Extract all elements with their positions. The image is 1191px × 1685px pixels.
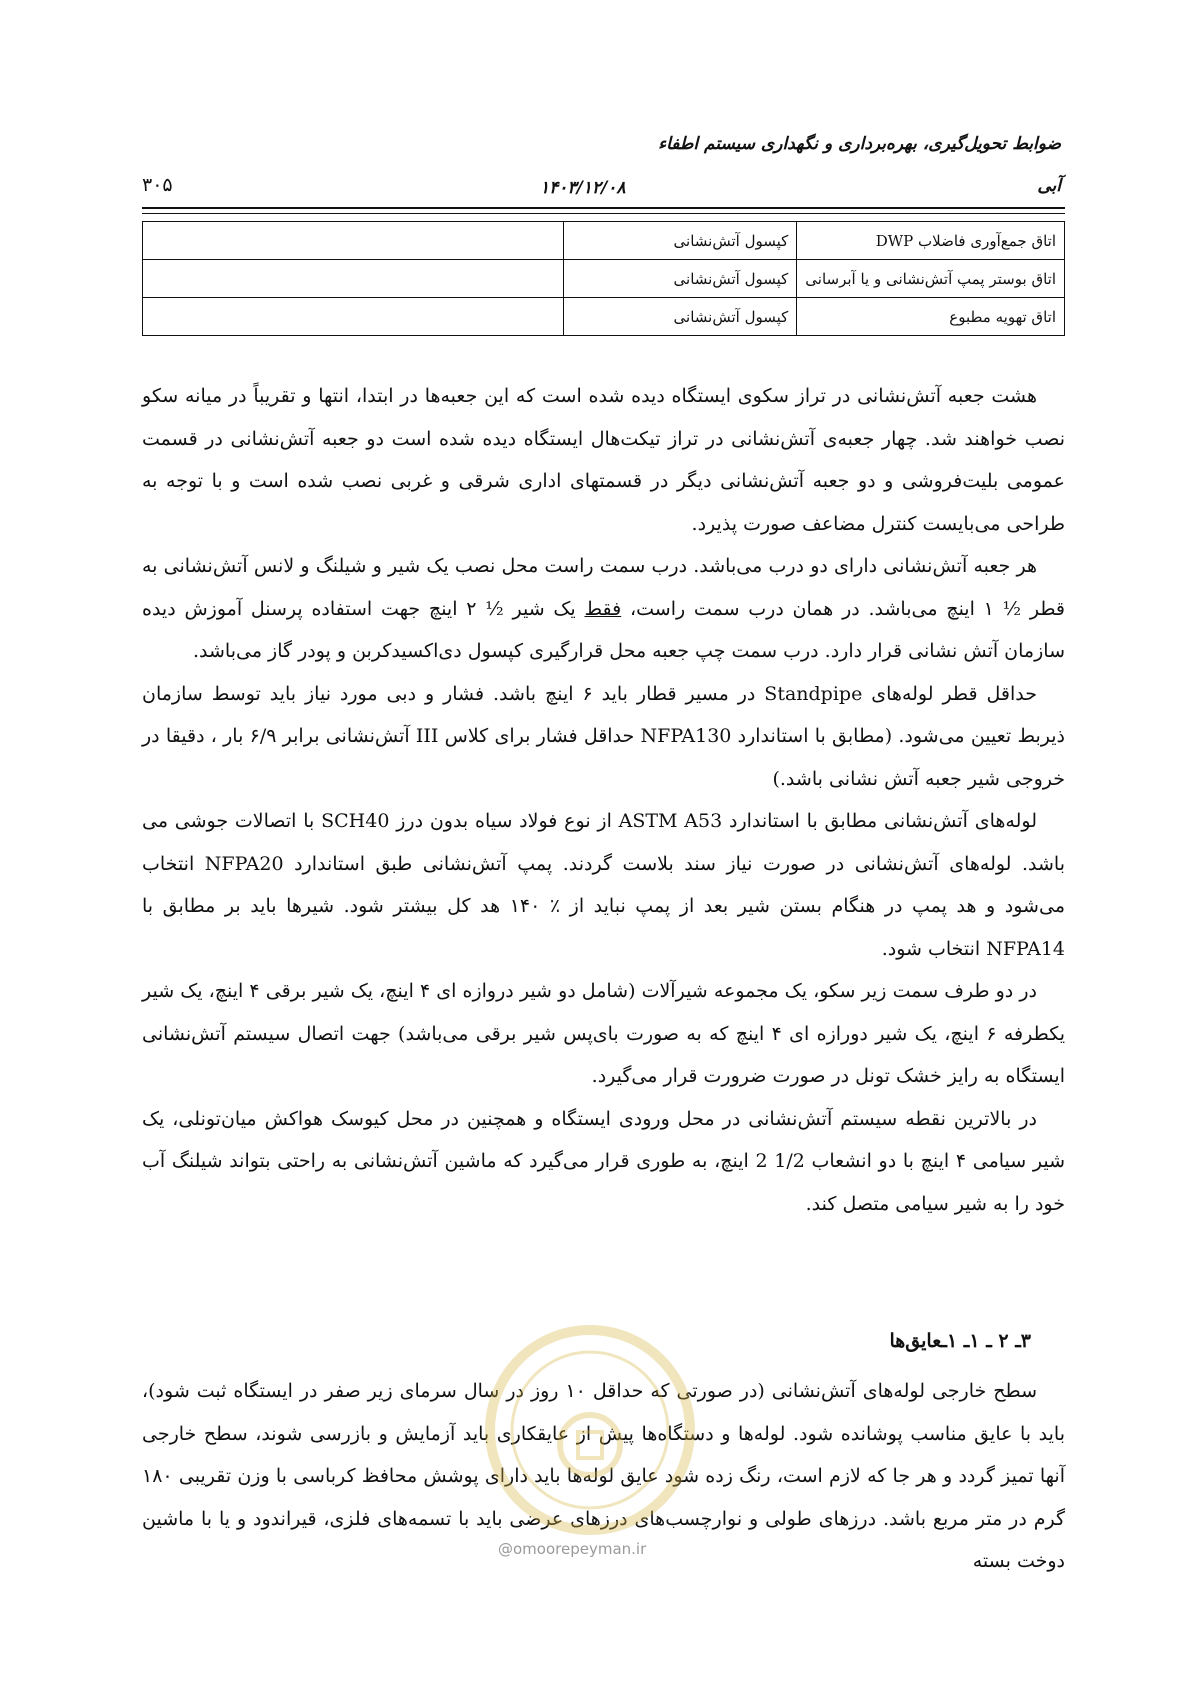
running-header-title: ضوابط تحویل‌گیری، بهره‌برداری و نگهداری سیستم اطفاء [658, 134, 1061, 154]
paragraph-valve-set: در دو طرف سمت زیر سکو، یک مجموعه شیرآلات (شامل دو شیر دروازه ای ۴ اینچ، یک شیر برقی ۴ اینچ، یک شیر یکطرفه ۶ اینچ، یک شیر دورازه ای ۴ اینچ که به صورت بای‌پس شیر برقی می‌باشد) جهت اتصال سیستم آتش‌نشانی ایستگاه به رایز خشک تونل در صورت ضرورت قرار می‌گیرد. [142, 980, 1065, 1087]
watermark-logo [480, 1320, 700, 1540]
table-row [143, 298, 1065, 336]
table-row [143, 222, 1065, 260]
body-text [142, 375, 1065, 1225]
table-cell-room: اتاق تهویه مطبوع [797, 298, 1065, 336]
paragraph-text: یک شیر ½ ۲ اینچ جهت استفاده پرسنل آموزش دیده سازمان آتش نشانی قرار دارد. درب سمت چپ جعبه محل قرارگیری کپسول دی‌اکسیدکربن و پودر گاز می‌باشد. [142, 597, 1065, 662]
table-cell-equipment: کپسول آتش‌نشانی [564, 298, 797, 336]
running-header-subtitle: آبی [1037, 176, 1061, 196]
table-cell-equipment: کپسول آتش‌نشانی [564, 222, 797, 260]
watermark-url: @omoorepeyman.ir [498, 1540, 647, 1558]
header-rule-thin [142, 213, 1065, 214]
paragraph-standpipe: حداقل قطر لوله‌های Standpipe در مسیر قطار باید ۶ اینچ باشد. فشار و دبی مورد نیاز باید توسط سازمان ذیربط تعیین می‌شود. (مطابق با استاندارد NFPA130 حداقل فشار برای کلاس III آتش‌نشانی برابر ۶/۹ بار ، دقیقا در خروجی شیر جعبه آتش نشانی باشد.) [142, 682, 1066, 790]
table-cell-room: اتاق جمع‌آوری فاضلاب DWP [797, 222, 1065, 260]
table-cell-room: اتاق بوستر پمپ آتش‌نشانی و یا آبرسانی [797, 260, 1065, 298]
header-rule-thick [142, 207, 1065, 209]
paragraph-siamese-valve: در بالاترین نقطه سیستم آتش‌نشانی در محل ورودی ایستگاه و همچنین در محل کیوسک هواکش میان‌تونلی، یک شیر سیامی ۴ اینچ با دو انشعاب 1/2 2 اینچ، به طوری قرار می‌گیرد که ماشین آتش‌نشانی به راحتی بتواند شیلنگ آب خود را به شیر سیامی متصل کند. [142, 1107, 1066, 1215]
page-number: ۳۰۵ [142, 174, 173, 196]
table-row [143, 260, 1065, 298]
paragraph-box-doors [142, 545, 1065, 673]
table-cell-equipment: کپسول آتش‌نشانی [564, 260, 797, 298]
header-date: ۱۴۰۳/۱۲/۰۸ [540, 178, 626, 198]
table-cell-note [143, 222, 564, 260]
equipment-table [142, 221, 1065, 336]
section-heading: ۳ـ ۲ ـ ۱ـ ۱ـعایق‌ها [889, 1330, 1031, 1352]
table-cell-note [143, 298, 564, 336]
table-cell-note [143, 260, 564, 298]
paragraph-text: هر جعبه آتش‌نشانی دارای دو درب می‌باشد. درب سمت راست محل نصب یک شیر و شیلنگ و لانس آتش‌نشانی به قطر ½ ۱ اینچ می‌باشد. در همان درب سمت راست، [142, 555, 1065, 620]
paragraph-pipes-standard: لوله‌های آتش‌نشانی مطابق با استاندارد ASTM A53 از نوع فولاد سیاه بدون درز SCH40 با اتصالات جوشی می باشد. لوله‌های آتش‌نشانی در صورت نیاز سند بلاست گردند. پمپ آتش‌نشانی طبق استاندارد NFPA20 انتخاب می‌شود و هد پمپ در هنگام بستن شیر بعد از پمپ نباید از ٪ ۱۴۰ هد کل بیشتر شود. شیرها باید بر مطابق با NFPA14 انتخاب شود. [142, 810, 1066, 960]
paragraph-fire-boxes: هشت جعبه آتش‌نشانی در تراز سکوی ایستگاه دیده شده است که این جعبه‌ها در ابتدا، انتها و تقریباً در میانه سکو نصب خواهند شد. چهار جعبه‌ی آتش‌نشانی در تراز تیکت‌هال ایستگاه دیده شده است دو جعبه آتش‌نشانی در قسمت عمومی بلیت‌فروشی و دو جعبه آتش‌نشانی دیگر در قسمتهای اداری شرقی و غربی نصب شده است و با توجه به طراحی می‌بایست کنترل مضاعف صورت پذیرد. [142, 385, 1065, 535]
underlined-word: فقط [584, 597, 622, 620]
paragraph-insulation: سطح خارجی لوله‌های آتش‌نشانی (در صورتی که حداقل ۱۰ روز در سال سرمای زیر صفر در ایستگاه ثبت شود)، باید با عایق مناسب پوشانده شود. لوله‌ها و دستگاه‌ها پیش از عایقکاری باید آزمایش و بازرسی شوند، سطح خارجی آنها تمیز گردد و هر جا که لازم است، رنگ زده شود عایق لوله‌ها باید دارای پوشش محافظ کرباسی با وزن تقریبی ۱۸۰ گرم در متر مربع باشد. درزهای طولی و نوارچسب‌های درزهای عرضی باید با تسمه‌های فلزی، قیراندود و یا با ماشین دوخت بسته [142, 1380, 1065, 1572]
